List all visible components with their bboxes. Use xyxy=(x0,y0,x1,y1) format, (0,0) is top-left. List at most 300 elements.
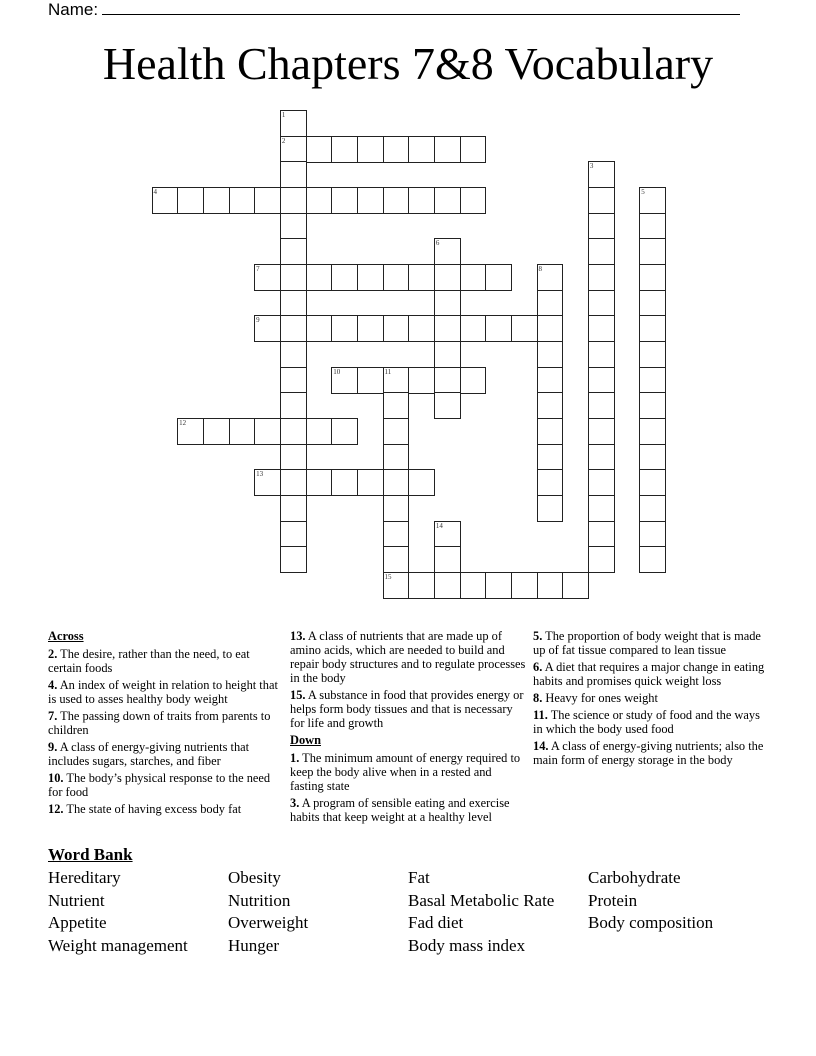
cell-input[interactable] xyxy=(409,188,434,213)
crossword-cell[interactable] xyxy=(434,136,461,163)
crossword-cell[interactable] xyxy=(588,444,615,471)
crossword-cell[interactable] xyxy=(331,264,358,291)
crossword-cell[interactable] xyxy=(306,469,333,496)
cell-input[interactable] xyxy=(281,368,306,393)
cell-input[interactable] xyxy=(409,470,434,495)
cell-input[interactable] xyxy=(461,188,486,213)
cell-input[interactable] xyxy=(589,522,614,547)
crossword-cell[interactable] xyxy=(357,469,384,496)
crossword-cell[interactable] xyxy=(588,315,615,342)
crossword-cell[interactable] xyxy=(639,546,666,573)
cell-input[interactable] xyxy=(435,291,460,316)
cell-input[interactable] xyxy=(409,573,434,598)
cell-input[interactable] xyxy=(255,316,280,341)
crossword-cell[interactable] xyxy=(280,187,307,214)
crossword-cell[interactable] xyxy=(588,238,615,265)
crossword-cell[interactable] xyxy=(511,315,538,342)
cell-input[interactable] xyxy=(255,419,280,444)
cell-input[interactable] xyxy=(281,162,306,187)
cell-input[interactable] xyxy=(255,470,280,495)
cell-input[interactable] xyxy=(538,445,563,470)
crossword-cell[interactable] xyxy=(537,290,564,317)
word-bank-item: Hunger xyxy=(228,936,279,956)
cell-input[interactable] xyxy=(281,393,306,418)
crossword-cell[interactable] xyxy=(537,495,564,522)
crossword-cell[interactable] xyxy=(280,264,307,291)
crossword-cell[interactable] xyxy=(639,495,666,522)
crossword-cell[interactable] xyxy=(408,469,435,496)
crossword-cell[interactable] xyxy=(280,136,307,163)
crossword-cell[interactable] xyxy=(383,418,410,445)
cell-input[interactable] xyxy=(486,265,511,290)
cell-input[interactable] xyxy=(589,547,614,572)
crossword-cell[interactable] xyxy=(306,418,333,445)
crossword-cell[interactable] xyxy=(383,444,410,471)
cell-input[interactable] xyxy=(435,342,460,367)
crossword-cell[interactable] xyxy=(254,264,281,291)
crossword-cell[interactable] xyxy=(280,495,307,522)
cell-input[interactable] xyxy=(384,573,409,598)
crossword-cell[interactable] xyxy=(434,546,461,573)
cell-input[interactable] xyxy=(435,316,460,341)
cell-input[interactable] xyxy=(281,111,306,136)
cell-input[interactable] xyxy=(384,470,409,495)
cell-input[interactable] xyxy=(589,265,614,290)
cell-input[interactable] xyxy=(538,573,563,598)
crossword-cell[interactable] xyxy=(588,187,615,214)
down-heading: Down xyxy=(290,733,321,747)
crossword-cell[interactable] xyxy=(331,418,358,445)
crossword-cell[interactable] xyxy=(588,546,615,573)
cell-input[interactable] xyxy=(538,496,563,521)
cell-input[interactable] xyxy=(589,162,614,187)
crossword-cell[interactable] xyxy=(434,367,461,394)
crossword-cell[interactable] xyxy=(588,264,615,291)
clue-across-2: 2. The desire, rather than the need, to eat certain foods xyxy=(48,647,250,675)
word-bank-item: Hereditary xyxy=(48,868,121,887)
crossword-cell[interactable] xyxy=(280,213,307,240)
crossword-cell[interactable] xyxy=(408,264,435,291)
crossword-cell[interactable] xyxy=(408,315,435,342)
crossword-cell[interactable] xyxy=(434,264,461,291)
crossword-cell[interactable] xyxy=(639,469,666,496)
crossword-cell[interactable] xyxy=(383,392,410,419)
crossword-cell[interactable] xyxy=(588,392,615,419)
cell-input[interactable] xyxy=(589,368,614,393)
cell-input[interactable] xyxy=(538,393,563,418)
cell-input[interactable] xyxy=(384,368,409,393)
crossword-cell[interactable] xyxy=(588,418,615,445)
cell-input[interactable] xyxy=(640,445,665,470)
cell-input[interactable] xyxy=(640,291,665,316)
cell-input[interactable] xyxy=(640,265,665,290)
crossword-cell[interactable] xyxy=(639,418,666,445)
crossword-cell[interactable] xyxy=(460,315,487,342)
clue-across-13: 13. A class of nutrients that are made up of amino acids, which are needed to build and repair body structures and to regulate processes in the body xyxy=(290,629,526,685)
clue-number: 7 xyxy=(256,265,260,274)
cell-input[interactable] xyxy=(230,188,255,213)
crossword-cell[interactable] xyxy=(537,418,564,445)
cell-input[interactable] xyxy=(512,316,537,341)
cell-input[interactable] xyxy=(589,419,614,444)
cell-input[interactable] xyxy=(281,239,306,264)
crossword-cell[interactable] xyxy=(485,264,512,291)
cell-input[interactable] xyxy=(281,342,306,367)
crossword-cell[interactable] xyxy=(460,572,487,599)
cell-input[interactable] xyxy=(640,522,665,547)
cell-input[interactable] xyxy=(178,188,203,213)
word-bank-column-4 xyxy=(588,867,713,935)
cell-input[interactable] xyxy=(178,419,203,444)
cell-input[interactable] xyxy=(461,137,486,162)
crossword-cell[interactable] xyxy=(280,238,307,265)
crossword-cell[interactable] xyxy=(280,367,307,394)
cell-input[interactable] xyxy=(307,470,332,495)
cell-input[interactable] xyxy=(589,470,614,495)
cell-input[interactable] xyxy=(589,445,614,470)
cell-input[interactable] xyxy=(332,137,357,162)
cell-input[interactable] xyxy=(538,291,563,316)
clue-number: 11 xyxy=(384,367,392,376)
crossword-cell[interactable] xyxy=(280,521,307,548)
crossword-cell[interactable] xyxy=(485,572,512,599)
crossword-cell[interactable] xyxy=(280,315,307,342)
crossword-cell[interactable] xyxy=(280,469,307,496)
cell-input[interactable] xyxy=(358,137,383,162)
crossword-cell[interactable] xyxy=(434,341,461,368)
word-bank-item: Fad diet xyxy=(408,913,464,933)
cell-input[interactable] xyxy=(281,137,306,162)
cell-input[interactable] xyxy=(538,470,563,495)
cell-input[interactable] xyxy=(512,573,537,598)
cell-input[interactable] xyxy=(640,496,665,521)
crossword-cell[interactable] xyxy=(639,290,666,317)
cell-input[interactable] xyxy=(486,316,511,341)
cell-input[interactable] xyxy=(358,470,383,495)
cell-input[interactable] xyxy=(281,214,306,239)
cell-input[interactable] xyxy=(589,239,614,264)
cell-input[interactable] xyxy=(435,547,460,572)
cell-input[interactable] xyxy=(384,265,409,290)
crossword-cell[interactable] xyxy=(588,367,615,394)
crossword-cell[interactable] xyxy=(331,136,358,163)
cell-input[interactable] xyxy=(589,316,614,341)
crossword-cell[interactable] xyxy=(306,187,333,214)
clue-across-4: 4. An index of weight in relation to height that is used to asses healthy body weight xyxy=(48,678,278,706)
crossword-cell[interactable] xyxy=(203,418,230,445)
crossword-cell[interactable] xyxy=(408,572,435,599)
crossword-cell[interactable] xyxy=(537,572,564,599)
cell-input[interactable] xyxy=(332,188,357,213)
cell-input[interactable] xyxy=(640,214,665,239)
cell-input[interactable] xyxy=(358,188,383,213)
crossword-cell[interactable] xyxy=(537,469,564,496)
crossword-cell[interactable] xyxy=(383,469,410,496)
crossword-cell[interactable] xyxy=(357,315,384,342)
cell-input[interactable] xyxy=(307,419,332,444)
crossword-cell[interactable] xyxy=(434,315,461,342)
crossword-cell[interactable] xyxy=(152,187,179,214)
cell-input[interactable] xyxy=(640,470,665,495)
cell-input[interactable] xyxy=(281,547,306,572)
crossword-cell[interactable] xyxy=(383,367,410,394)
cell-input[interactable] xyxy=(384,522,409,547)
crossword-cell[interactable] xyxy=(639,521,666,548)
cell-input[interactable] xyxy=(435,188,460,213)
crossword-cell[interactable] xyxy=(588,290,615,317)
cell-input[interactable] xyxy=(281,291,306,316)
crossword-cell[interactable] xyxy=(254,469,281,496)
clue-number: 2 xyxy=(281,136,286,145)
crossword-cell[interactable] xyxy=(434,238,461,265)
clue-down-1: 1. The minimum amount of energy required to keep the body alive when in a rested and fasting state xyxy=(290,751,521,793)
cell-input[interactable] xyxy=(435,239,460,264)
cell-input[interactable] xyxy=(230,419,255,444)
crossword-cell[interactable] xyxy=(588,213,615,240)
word-bank-column-3 xyxy=(408,867,554,958)
crossword-cell[interactable] xyxy=(485,315,512,342)
cell-input[interactable] xyxy=(640,419,665,444)
cell-input[interactable] xyxy=(461,573,486,598)
crossword-cell[interactable] xyxy=(383,315,410,342)
word-bank-item: Basal Metabolic Rate xyxy=(408,890,555,910)
cell-input[interactable] xyxy=(538,419,563,444)
cell-input[interactable] xyxy=(204,188,229,213)
clue-number: 10 xyxy=(333,367,341,376)
crossword-cell[interactable] xyxy=(280,110,307,137)
word-bank-item: Weight management xyxy=(48,936,188,956)
crossword-cell[interactable] xyxy=(229,187,256,214)
cell-input[interactable] xyxy=(589,496,614,521)
cell-input[interactable] xyxy=(332,316,357,341)
cell-input[interactable] xyxy=(563,573,588,598)
cell-input[interactable] xyxy=(435,368,460,393)
crossword-cell[interactable] xyxy=(357,367,384,394)
cell-input[interactable] xyxy=(435,573,460,598)
crossword-cell[interactable] xyxy=(280,290,307,317)
crossword-cell[interactable] xyxy=(357,136,384,163)
cell-input[interactable] xyxy=(255,188,280,213)
crossword-cell[interactable] xyxy=(639,238,666,265)
crossword-cell[interactable] xyxy=(460,136,487,163)
crossword-cell[interactable] xyxy=(280,444,307,471)
crossword-cell[interactable] xyxy=(537,264,564,291)
crossword-cell[interactable] xyxy=(639,213,666,240)
crossword-cell[interactable] xyxy=(306,264,333,291)
crossword-cell[interactable] xyxy=(511,572,538,599)
cell-input[interactable] xyxy=(384,393,409,418)
crossword-cell[interactable] xyxy=(562,572,589,599)
cell-input[interactable] xyxy=(640,547,665,572)
cell-input[interactable] xyxy=(589,188,614,213)
crossword-cell[interactable] xyxy=(383,495,410,522)
crossword-cell[interactable] xyxy=(434,290,461,317)
crossword-cell[interactable] xyxy=(460,367,487,394)
crossword-cell[interactable] xyxy=(177,187,204,214)
cell-input[interactable] xyxy=(589,291,614,316)
cell-input[interactable] xyxy=(307,137,332,162)
cell-input[interactable] xyxy=(589,342,614,367)
crossword-cell[interactable] xyxy=(537,392,564,419)
crossword-cell[interactable] xyxy=(434,521,461,548)
crossword-cell[interactable] xyxy=(588,161,615,188)
crossword-cell[interactable] xyxy=(588,341,615,368)
cell-input[interactable] xyxy=(409,316,434,341)
cell-input[interactable] xyxy=(589,214,614,239)
crossword-cell[interactable] xyxy=(639,315,666,342)
crossword-cell[interactable] xyxy=(588,495,615,522)
word-bank-item: Carbohydrate xyxy=(588,868,681,887)
cell-input[interactable] xyxy=(538,342,563,367)
cell-input[interactable] xyxy=(358,316,383,341)
cell-input[interactable] xyxy=(384,137,409,162)
cell-input[interactable] xyxy=(409,265,434,290)
cell-input[interactable] xyxy=(640,188,665,213)
cell-input[interactable] xyxy=(281,316,306,341)
word-bank-column-1 xyxy=(48,867,188,958)
cell-input[interactable] xyxy=(589,393,614,418)
cell-input[interactable] xyxy=(640,316,665,341)
crossword-cell[interactable] xyxy=(254,315,281,342)
cell-input[interactable] xyxy=(461,316,486,341)
crossword-cell[interactable] xyxy=(408,187,435,214)
crossword-cell[interactable] xyxy=(537,367,564,394)
cell-input[interactable] xyxy=(384,188,409,213)
crossword-cell[interactable] xyxy=(383,136,410,163)
crossword-cell[interactable] xyxy=(434,572,461,599)
crossword-cell[interactable] xyxy=(357,187,384,214)
crossword-cell[interactable] xyxy=(639,392,666,419)
crossword-cell[interactable] xyxy=(639,264,666,291)
cell-input[interactable] xyxy=(255,265,280,290)
crossword-cell[interactable] xyxy=(434,187,461,214)
crossword-cell[interactable] xyxy=(383,546,410,573)
cell-input[interactable] xyxy=(281,188,306,213)
cell-input[interactable] xyxy=(461,368,486,393)
cell-input[interactable] xyxy=(640,368,665,393)
crossword-cell[interactable] xyxy=(177,418,204,445)
crossword-cell[interactable] xyxy=(331,315,358,342)
word-bank-item: Body mass index xyxy=(408,936,526,956)
cell-input[interactable] xyxy=(640,239,665,264)
crossword-cell[interactable] xyxy=(331,367,358,394)
cell-input[interactable] xyxy=(307,265,332,290)
crossword-cell[interactable] xyxy=(639,341,666,368)
crossword-cell[interactable] xyxy=(383,572,410,599)
cell-input[interactable] xyxy=(358,265,383,290)
crossword-cell[interactable] xyxy=(639,444,666,471)
crossword-cell[interactable] xyxy=(203,187,230,214)
crossword-cell[interactable] xyxy=(280,341,307,368)
cell-input[interactable] xyxy=(538,316,563,341)
cell-input[interactable] xyxy=(204,419,229,444)
clue-down-8: 8. Heavy for ones weight xyxy=(533,691,658,705)
crossword-cell[interactable] xyxy=(639,367,666,394)
crossword-cell[interactable] xyxy=(460,264,487,291)
cell-input[interactable] xyxy=(281,265,306,290)
crossword-cell[interactable] xyxy=(408,367,435,394)
crossword-cell[interactable] xyxy=(254,418,281,445)
cell-input[interactable] xyxy=(384,419,409,444)
cell-input[interactable] xyxy=(435,137,460,162)
cell-input[interactable] xyxy=(640,393,665,418)
crossword-cell[interactable] xyxy=(280,161,307,188)
crossword-cell[interactable] xyxy=(537,444,564,471)
clue-number: 6 xyxy=(435,239,440,248)
cell-input[interactable] xyxy=(332,419,357,444)
crossword-cell[interactable] xyxy=(588,521,615,548)
clue-down-5: 5. The proportion of body weight that is made up of fat tissue compared to lean tissue xyxy=(533,629,761,657)
cell-input[interactable] xyxy=(409,137,434,162)
cell-input[interactable] xyxy=(461,265,486,290)
crossword-cell[interactable] xyxy=(229,418,256,445)
clue-number: 9 xyxy=(256,316,260,325)
crossword-cell[interactable] xyxy=(383,264,410,291)
crossword-cell[interactable] xyxy=(280,418,307,445)
crossword-cell[interactable] xyxy=(331,469,358,496)
cell-input[interactable] xyxy=(281,496,306,521)
cell-input[interactable] xyxy=(332,470,357,495)
crossword-cell[interactable] xyxy=(383,521,410,548)
crossword-cell[interactable] xyxy=(331,187,358,214)
cell-input[interactable] xyxy=(435,393,460,418)
cell-input[interactable] xyxy=(640,342,665,367)
cell-input[interactable] xyxy=(538,368,563,393)
crossword-cell[interactable] xyxy=(588,469,615,496)
cell-input[interactable] xyxy=(384,496,409,521)
crossword-cell[interactable] xyxy=(639,187,666,214)
crossword-cell[interactable] xyxy=(306,315,333,342)
cell-input[interactable] xyxy=(332,265,357,290)
clue-number: 4 xyxy=(153,188,157,196)
crossword-cell[interactable] xyxy=(537,341,564,368)
cell-input[interactable] xyxy=(307,188,332,213)
cell-input[interactable] xyxy=(435,265,460,290)
cell-input[interactable] xyxy=(281,470,306,495)
crossword-cell[interactable] xyxy=(280,546,307,573)
crossword-cell[interactable] xyxy=(254,187,281,214)
cell-input[interactable] xyxy=(307,316,332,341)
cell-input[interactable] xyxy=(409,368,434,393)
cell-input[interactable] xyxy=(153,188,178,213)
clue-down-3: 3. A program of sensible eating and exercise habits that keep weight at a healthy level xyxy=(290,796,510,824)
cell-input[interactable] xyxy=(384,316,409,341)
crossword-cell[interactable] xyxy=(408,136,435,163)
cell-input[interactable] xyxy=(281,419,306,444)
cell-input[interactable] xyxy=(281,522,306,547)
cell-input[interactable] xyxy=(384,547,409,572)
crossword-cell[interactable] xyxy=(460,187,487,214)
cell-input[interactable] xyxy=(332,368,357,393)
crossword-cell[interactable] xyxy=(280,392,307,419)
cell-input[interactable] xyxy=(281,445,306,470)
cell-input[interactable] xyxy=(358,368,383,393)
crossword-cell[interactable] xyxy=(537,315,564,342)
word-bank-item: Fat xyxy=(408,868,430,887)
cell-input[interactable] xyxy=(384,445,409,470)
clues-column-1 xyxy=(48,629,280,819)
cell-input[interactable] xyxy=(435,522,460,547)
crossword-cell[interactable] xyxy=(306,136,333,163)
word-bank-item: Body composition xyxy=(588,913,714,933)
cell-input[interactable] xyxy=(486,573,511,598)
crossword-cell[interactable] xyxy=(383,187,410,214)
crossword-cell[interactable] xyxy=(357,264,384,291)
crossword-cell[interactable] xyxy=(434,392,461,419)
word-bank-item: Obesity xyxy=(228,868,281,887)
cell-input[interactable] xyxy=(538,265,563,290)
word-bank-item: Protein xyxy=(588,890,638,910)
